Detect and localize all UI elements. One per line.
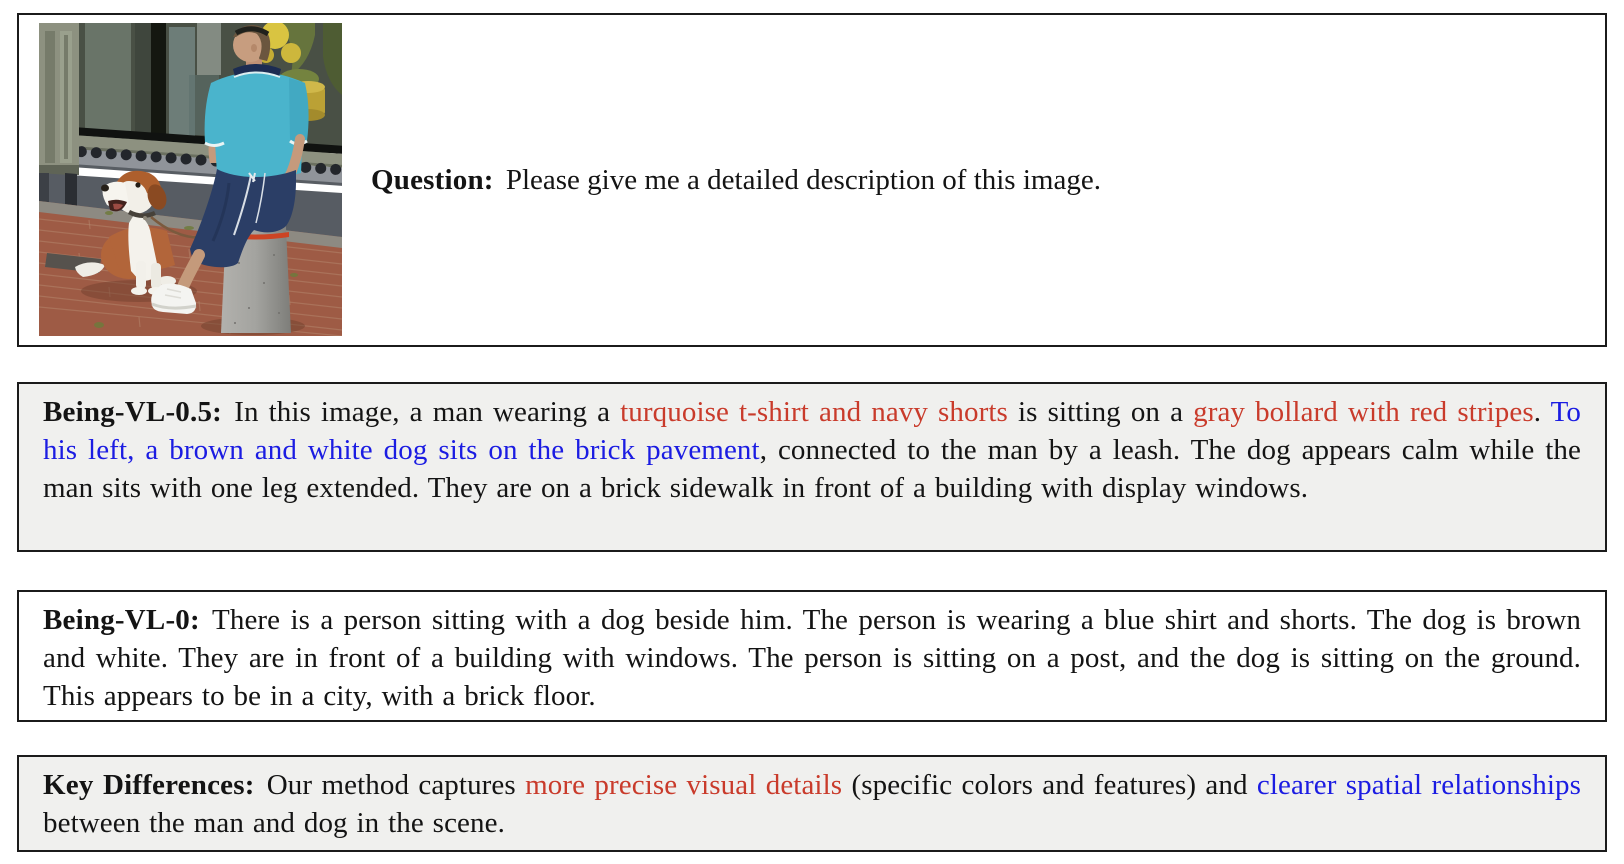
key-differences-segments: Our method captures more precise visual details (specific colors and features) and clearer spatial relationships between the man and dog in the scene. xyxy=(43,769,1582,839)
response-box-being-vl-05 xyxy=(17,382,1607,552)
model-label-being-vl-0: Being-VL-0: xyxy=(43,604,200,636)
question-label: Question: xyxy=(371,163,494,196)
response-segments-being-vl-05: In this image, a man wearing a turquoise t-shirt and navy shorts is sitting on a gray bollard with red stripes. To his left, a brown and white dog sits on the brick pavement, connected to the man by a leash. The dog appears calm while the man sits with one leg extended. They are on a brick sidewalk in front of a building with display windows. xyxy=(43,396,1582,504)
scene-photo-illustration xyxy=(39,23,342,336)
scene-photo xyxy=(39,23,342,336)
model-label-being-vl-05: Being-VL-0.5: xyxy=(43,396,223,428)
key-differences-text xyxy=(43,766,1581,842)
window-frame-pillar xyxy=(39,23,79,175)
key-differences-box xyxy=(17,755,1607,852)
key-differences-label: Key Differences: xyxy=(43,769,255,801)
figure-page xyxy=(0,13,1624,864)
question-text xyxy=(371,160,1101,200)
question-body: Please give me a detailed description of this image. xyxy=(505,163,1101,196)
response-segments-being-vl-0: There is a person sitting with a dog beside him. The person is wearing a blue shirt and shorts. The dog is brown and white. They are in front of a building with windows. The person is sitting on a post, and the dog is sitting on the ground. This appears to be in a city, with a brick floor. xyxy=(43,604,1581,712)
response-text-being-vl-05 xyxy=(43,393,1581,507)
question-box xyxy=(17,13,1607,347)
response-text-being-vl-0 xyxy=(43,601,1581,715)
response-box-being-vl-0 xyxy=(17,590,1607,722)
